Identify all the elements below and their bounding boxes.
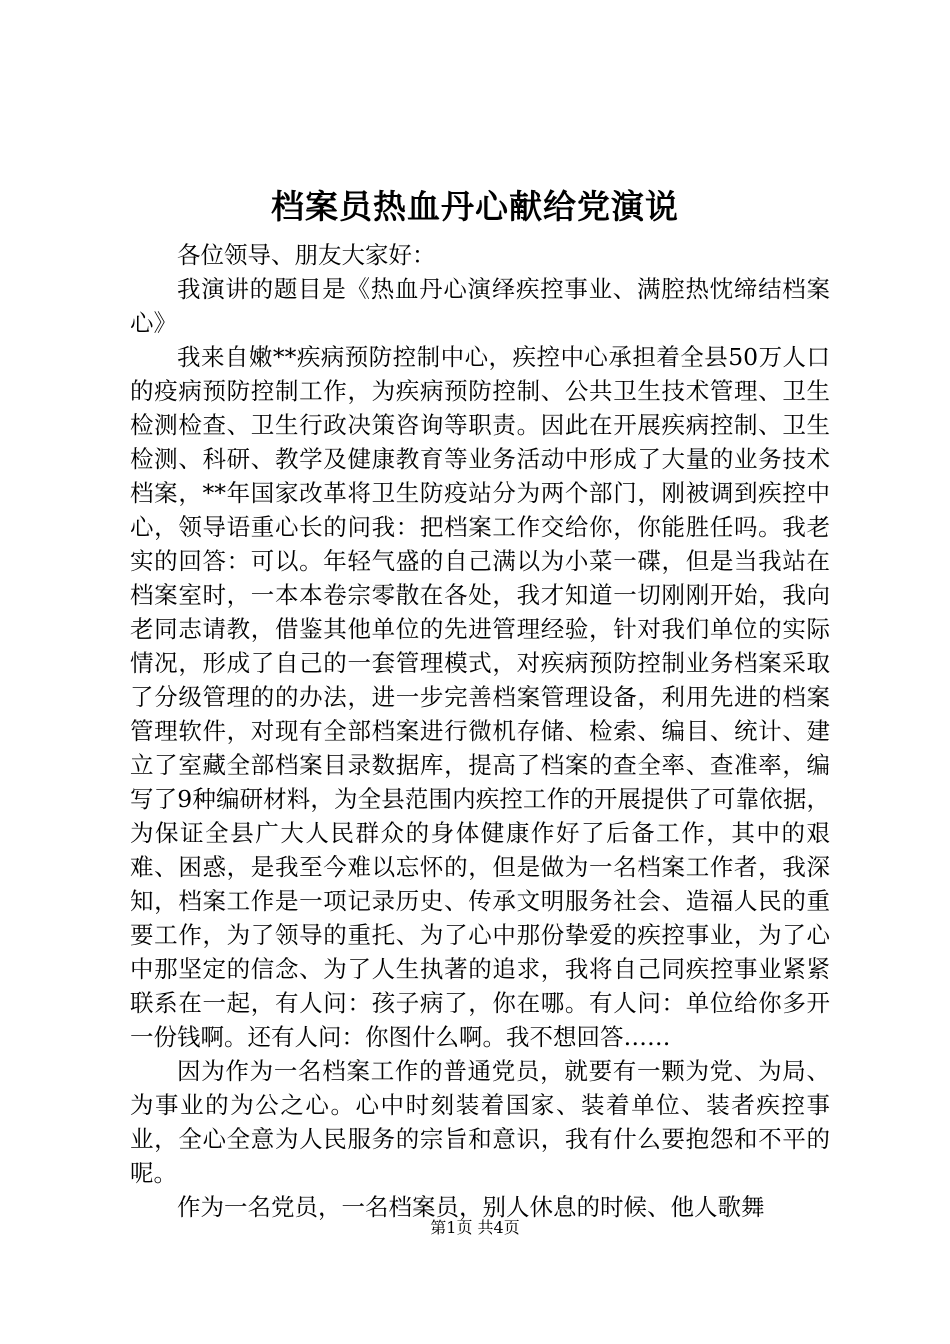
paragraph-main: 我来自嫩**疾病预防控制中心，疾控中心承担着全县50万人口的疫病预防控制工作，为疾病预防控制、公共卫生技术管理、卫生检测检查、卫生行政决策咨询等职责。因此在开展疾病控制、卫生检测、科研、教学及健康教育等业务活动中形成了大量的业务技术档案，**年国家改革将卫生防疫站分为两个部门，刚被调到疾控中心，领导语重心长的问我：把档案工作交给你，你能胜任吗。我老实的回答：可以。年轻气盛的自己满以为小菜一碟，但是当我站在档案室时，一本本卷宗零散在各处，我才知道一切刚刚开始，我向老同志请教，借鉴其他单位的先进管理经验，针对我们单位的实际情况，形成了自己的一套管理模式，对疾病预防控制业务档案采取了分级管理的的办法，进一步完善档案管理设备，利用先进的档案管理软件，对现有全部档案进行微机存储、检索、编目、统计、建立了室藏全部档案目录数据库，提高了档案的查全率、查准率，编写了9种编研材料，为全县范围内疾控工作的开展提供了可靠依据，为保证全县广大人民群众的身体健康作好了后备工作，其中的艰难、困惑，是我至今难以忘怀的，但是做为一名档案工作者，我深知，档案工作是一项记录历史、传承文明服务社会、造福人民的重要工作，为了领导的重托、为了心中那份挚爱的疾控事业，为了心中那坚定的信念、为了人生执著的追求，我将自己同疾控事业紧紧联系在一起，有人问：孩子病了，你在哪。有人问：单位给你多开一份钱啊。还有人问：你图什么啊。我不想回答…… [130, 343, 830, 1051]
document-title: 档案员热血丹心献给党演说 [271, 187, 679, 226]
page-footer: 第1页 共4页 [430, 1218, 520, 1237]
document-body [130, 238, 830, 1224]
paragraph-topic: 我演讲的题目是《热血丹心演绎疾控事业、满腔热忱缔结档案心》 [130, 275, 830, 337]
paragraph-continuation: 作为一名党员，一名档案员，别人休息的时候、他人歌舞 [177, 1193, 765, 1221]
paragraph-party-member: 因为作为一名档案工作的普通党员，就要有一颗为党、为局、为事业的为公之心。心中时刻装着国家、装着单位、装者疾控事业，全心全意为人民服务的宗旨和意识，我有什么要抱怨和不平的呢。 [130, 1057, 830, 1187]
paragraph-greeting: 各位领导、朋友大家好： [177, 241, 436, 269]
